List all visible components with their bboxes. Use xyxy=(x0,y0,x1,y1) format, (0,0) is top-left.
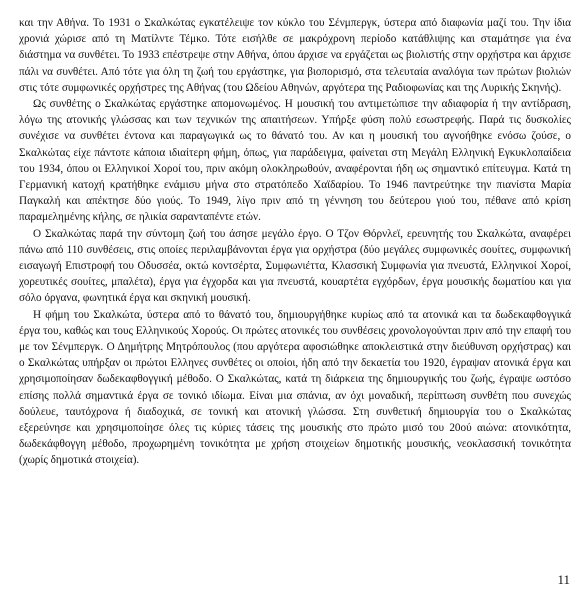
paragraph-works-list: Ο Σκαλκώτας παρά την σύντομη ζωή του άσησε μεγάλο έργο. Ο Τζον Θόρνλεϊ, ερευνητής του Σκαλκώτα, αναφέρει πάνω από 110 συνθέσεις, στις οποίες περιλαμβάνονται έργα για ορχήστρα (δύο μεγάλες συμφωνικές σουίτες, συμφωνική εισαγωγή Επιστροφή του Οδυσσέα, οκτώ κοντσέρτα, Συμφωνιέττα, Κλασσική Συμφωνία για πνευστά, Ελληνικοί Χοροί, χορευτικές σουίτες, μπαλέτα), έργα για έγχορδα και για πνευστά, κουαρτέτα εγχόρδων, έργα μουσικής δωματίου και για σόλο όργανα, φωνητικά έργα και σκηνική μουσική. xyxy=(19,227,571,305)
body-text xyxy=(19,15,571,469)
paragraph-biography-continued: και την Αθήνα. Το 1931 ο Σκαλκώτας εγκατέλειψε τον κύκλο του Σένμπεργκ, ύστερα από διαφωνία μαζί του. Την ίδια χρονιά χώρισε από τη Ματίλντε Τέμκο. Τότε εισήλθε σε μακρόχρονη περίοδο κατάθλιψης και σταμάτησε για ένα διάστημα να συνθέτει. Το 1933 επέστρεψε στην Αθήνα, όπου άρχισε να εργάζεται ως βιολιστής στην ορχήστρα και άρχισε πάλι να συνθέτει. Από τότε για όλη τη ζωή του εργάστηκε, για βιοπορισμό, στα τελευταία αναλόγια των πρώτων βιολιών στις τότε συμφωνικές ορχήστρες της Αθήνας (του Ωδείου Αθηνών, αργότερα της Ραδιοφωνίας και της Λυρικής Σκηνής). xyxy=(19,17,571,94)
page-number: 11 xyxy=(557,572,570,587)
paragraph-composer-isolation: Ως συνθέτης ο Σκαλκώτας εργάστηκε απομονωμένος. Η μουσική του αντιμετώπισε την αδιαφορία ή την αντίδραση, λόγω της ατονικής γλώσσας και των τεχνικών της απαιτήσεων. Υπήρξε φύση πολύ εσωστρεφής. Παρά τις δυσκολίες συνέχισε να συνθέτει έντονα και παραγωγικά ως το θάνατό του. Αν και η μουσική του αγνοήθηκε ενόσω ζούσε, ο Σκαλκώτας είχε πάντοτε κάποια ιδιαίτερη φήμη, όπως, για παράδειγμα, φαίνεται στη Μεγάλη Ελληνική Εγκυκλοπαίδεια του 1934, όπου οι Ελληνικοί Χοροί του, πριν ακόμη ολοκληρωθούν, αναφέρονται ήδη ως σημαντικό επίτευγμα. Κατά τη Γερμανική κατοχή κρατήθηκε ενάμισυ μήνα στο στρατόπεδο Χαϊδαρίου. Το 1946 παντρεύτηκε την πιανίστα Μαρία Παγκαλή και απέκτησε δύο γιούς. Το 1949, λίγο πριν από τη γέννηση του δεύτερου γιού του, πέθανε από κρίση παραμελημένης κήλης, σε ηλικία σαρανταπέντε ετών. xyxy=(19,98,571,224)
paragraph-atonal-reputation: Η φήμη του Σκαλκώτα, ύστερα από το θάνατό του, δημιουργήθηκε κυρίως από τα ατονικά και τα δωδεκαφθογγικά έργα του, καθώς και τους Ελληνικούς Χορούς. Οι πρώτες ατονικές του συνθέσεις χρονολογούνται πριν από την επαφή του με τον Σένμπεργκ. Ο Δημήτρης Μητρόπουλος (που αργότερα αφοσιώθηκε αποκλειστικά στην διεύθυνση ορχήστρας) και ο Σκαλκώτας υπήρξαν οι πρώτοι Ελληνες συνθέτες οι οποίοι, ήδη από την δεκαετία του 1920, έγραψαν ατονικά έργα και χρησιμοποίησαν δωδεκαφθογγική μέθοδο. Ο Σκαλκώτας, κατά τη διάρκεια της δημιουργικής του ζωής, έγραψε ωστόσο επίσης πολλά σημαντικά έργα σε τονικό ιδίωμα. Είναι μια σπάνια, αν όχι μοναδική, περίπτωση συνθέτη που συνεχώς δούλευε, ταυτόχρονα ή διαδοχικά, σε τονική και ατονική γλώσσα. Στη συνθετική δημιουργία του ο Σκαλκώτας εξερεύνησε και χρησιμοποίησε όλες τις κύριες τάσεις της μουσικής στο πρώτο μισό του 20ού αιώνα: ατονικότητα, δωδεκάφθογγη μέθοδο, προχωρημένη τονικότητα με χρήση στοιχείων δημοτικής μουσικής, νεοκλασσική τονικότητα (χωρίς δημοτικά στοιχεία). xyxy=(19,308,571,467)
